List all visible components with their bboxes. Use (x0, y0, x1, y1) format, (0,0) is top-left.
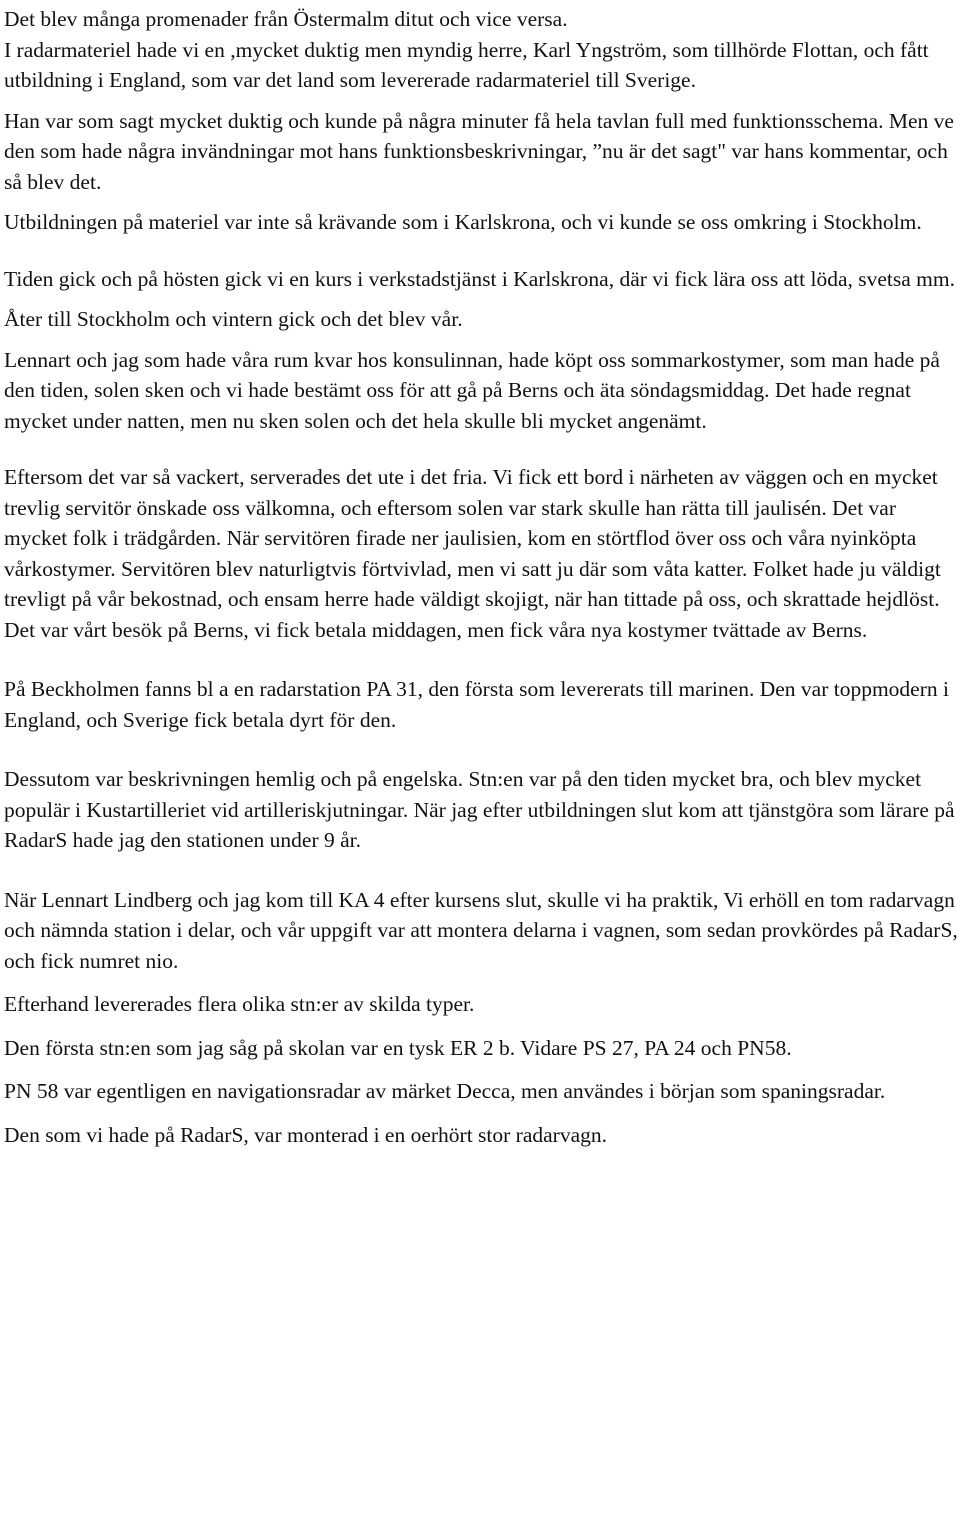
paragraph-2: I radarmateriel hade vi en ,mycket duktig men myndig herre, Karl Yngström, som tillhörde Flottan, och fått utbildning i England, som var det land som levererade radarmateriel till Sverige. (4, 37, 929, 92)
paragraph-3: Han var som sagt mycket duktig och kunde på några minuter få hela tavlan full med funktionsschema. Men ve den som hade några invändningar mot hans funktionsbeskrivningar, ”nu är det sagt" var hans kommentar, och så blev det. (4, 108, 954, 194)
paragraph-5: Tiden gick och på hösten gick vi en kurs i verkstadstjänst i Karlskrona, där vi fick lära oss att löda, svetsa mm. (4, 266, 955, 291)
paragraph-10: Dessutom var beskrivningen hemlig och på engelska. Stn:en var på den tiden mycket bra, och blev mycket populär i Kustartilleriet vid artilleriskjutningar. När jag efter utbildningen slut kom att tjänstgöra som lärare på RadarS hade jag den stationen under 9 år. (4, 767, 955, 852)
paragraph-14: PN 58 var egentligen en navigationsradar av märket Decca, men användes i början som spaningsradar. (4, 1079, 886, 1103)
paragraph-8: Eftersom det var så vackert, serverades det ute i det fria. Vi fick ett bord i närheten av väggen och en mycket trevlig servitör önskade oss välkomna, och eftersom solen var stark skulle han rätta till jaulisén. Det var mycket folk i trädgården. När servitören firade ner jaulisien, kom en störtflod över oss och våra nyinköpta vårkostymer. Servitören blev naturligtvis förtvivlad, men vi satt ju där som våta katter. Folket hade ju väldigt trevligt på vår bekostnad, och ensam herre hade väldigt skojigt, när han tittade på oss, och skrattade hejdlöst. Det var vårt besök på Berns, vi fick betala middagen, men fick våra nya kostymer tvättade av Berns. (4, 465, 941, 642)
paragraph-7: Lennart och jag som hade våra rum kvar hos konsulinnan, hade köpt oss sommarkostymer, som man hade på den tiden, solen sken och vi hade bestämt oss för att gå på Berns och äta söndagsmiddag. Det hade regnat mycket under natten, men nu sken solen och det hela skulle bli mycket angenämt. (4, 347, 940, 433)
document-page (4, 4, 958, 1150)
paragraph-9: På Beckholmen fanns bl a en radarstation PA 31, den första som levererats till marinen. Den var toppmodern i England, och Sverige fick betala dyrt för den. (4, 677, 949, 732)
paragraph-4: Utbildningen på materiel var inte så krävande som i Karlskrona, och vi kunde se oss omkring i Stockholm. (4, 210, 922, 234)
paragraph-15: Den som vi hade på RadarS, var monterad i en oerhört stor radarvagn. (4, 1122, 607, 1147)
paragraph-1: Det blev många promenader från Östermalm ditut och vice versa. (4, 7, 568, 31)
paragraph-13: Den första stn:en som jag såg på skolan var en tysk ER 2 b. Vidare PS 27, PA 24 och PN58. (4, 1035, 792, 1060)
paragraph-11: När Lennart Lindberg och jag kom till KA 4 efter kursens slut, skulle vi ha praktik, Vi erhöll en tom radarvagn och nämnda station i delar, och vår uppgift var att montera delarna i vagnen, som sedan provkördes på RadarS, och fick numret nio. (4, 887, 958, 973)
paragraph-6: Åter till Stockholm och vintern gick och det blev vår. (4, 307, 463, 331)
paragraph-12: Efterhand levererades flera olika stn:er av skilda typer. (4, 992, 475, 1016)
